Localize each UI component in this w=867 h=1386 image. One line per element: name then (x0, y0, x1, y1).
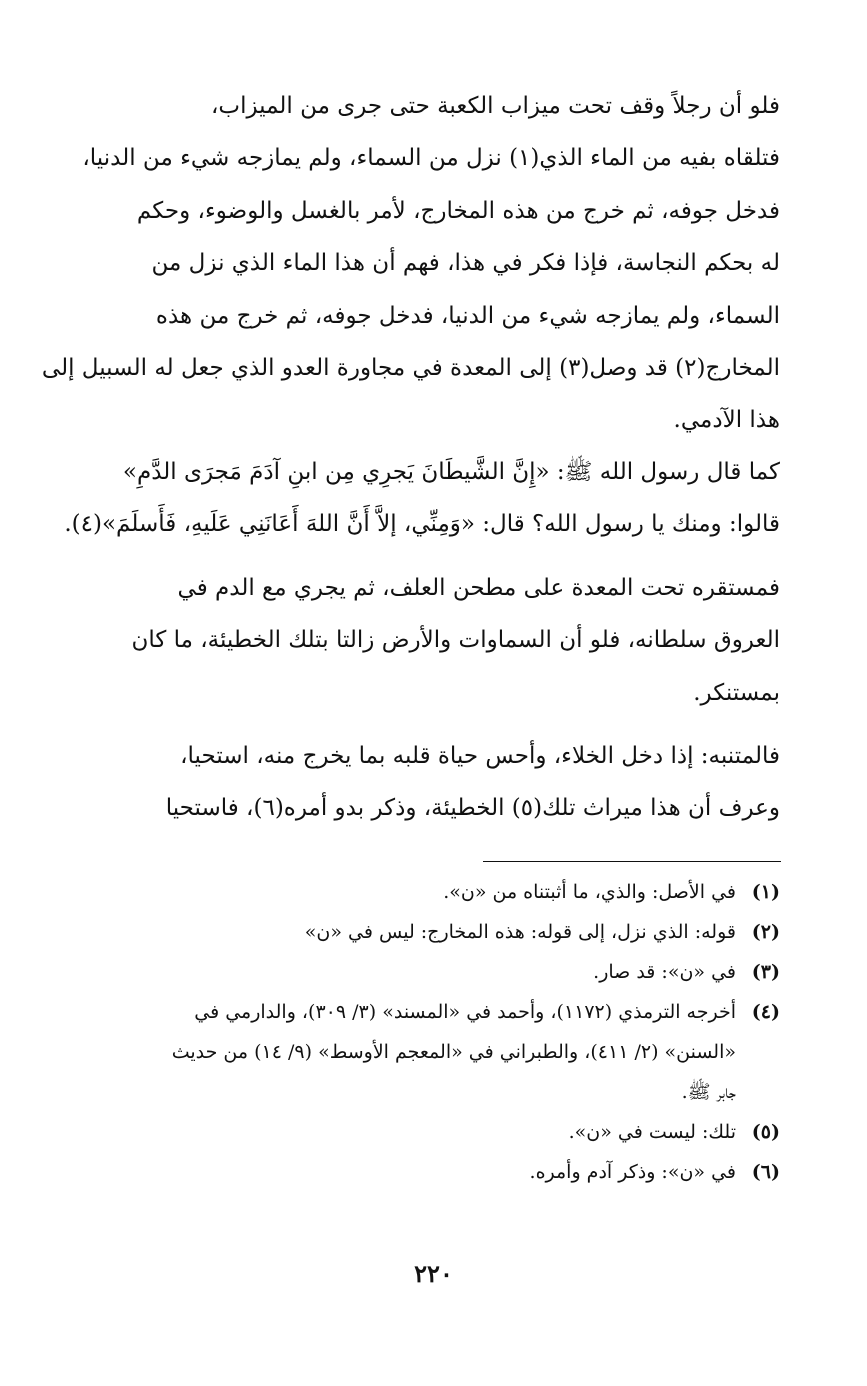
paragraph-1 (41, 80, 780, 447)
footnote-text (68, 952, 736, 992)
footnote-number: (٤) (751, 1001, 780, 1023)
footnote-text (68, 992, 736, 1112)
footnotes (68, 872, 780, 1192)
footnote-line: قوله: الذي نزل، إلى قوله: هذه المخارج: ليس في «ن» (304, 921, 736, 943)
text-line: بمستنكر. (693, 679, 780, 706)
paragraph-3 (68, 562, 780, 719)
text-line: فمستقره تحت المعدة على مطحن العلف، ثم يجري مع الدم في (177, 575, 780, 601)
footnote-line: «السنن» (٢/ ٤١١)، والطبراني في «المعجم الأوسط» (٩/ ١٤) من حديث (171, 1041, 736, 1063)
footnote-number: (٢) (751, 921, 780, 943)
footnote-text (68, 1152, 736, 1192)
footnote-6 (68, 1152, 780, 1192)
footnote-line: جابر ﷺ. (681, 1081, 736, 1103)
text-line: فالمتنبه: إذا دخل الخلاء، وأحس حياة قلبه بما يخرج منه، استحيا، (180, 743, 780, 769)
footnote-5 (68, 1112, 780, 1152)
footnote-line: تلك: ليست في «ن». (568, 1121, 736, 1143)
footnote-number: (٣) (751, 961, 780, 983)
page-number: ٢٢٠ (414, 1259, 453, 1288)
text-line: فتلقاه بفيه من الماء الذي(١) نزل من السماء، ولم يمازجه شيء من الدنيا، (82, 145, 780, 172)
text-line: العروق سلطانه، فلو أن السماوات والأرض زالتا بتلك الخطيئة، ما كان (131, 627, 780, 654)
text-line: هذا الآدمي. (673, 407, 780, 434)
text-line: فلو أن رجلاً وقف تحت ميزاب الكعبة حتى جرى من الميزاب، (211, 93, 780, 119)
footnote-text (68, 912, 736, 952)
text-line: كما قال رسول الله ﷺ: «إِنَّ الشَّيطَانَ يَجرِي مِن ابنِ آدَمَ مَجرَى الدَّمِ» (122, 459, 780, 485)
footnote-number: (١) (751, 881, 780, 903)
text-line: وعرف أن هذا ميراث تلك(٥) الخطيئة، وذكر بدو أمره(٦)، فاستحيا (165, 795, 780, 822)
footnote-3 (68, 952, 780, 992)
text-line: فدخل جوفه، ثم خرج من هذه المخارج، لأمر بالغسل والوضوء، وحكم (136, 197, 780, 224)
footnote-line: في «ن»: وذكر آدم وأمره. (529, 1161, 736, 1183)
paragraph-2-hadith (64, 446, 780, 551)
footnote-4 (68, 992, 780, 1112)
footnote-line: في الأصل: والذي، ما أثبتناه من «ن». (443, 881, 736, 903)
footnote-line: أخرجه الترمذي (١١٧٢)، وأحمد في «المسند» (٣/ ٣٠٩)، والدارمي في (194, 1001, 736, 1023)
footnote-text (68, 872, 736, 912)
text-line: المخارج(٢) قد وصل(٣) إلى المعدة في مجاورة العدو الذي جعل له السبيل إلى (41, 354, 780, 381)
footnote-line: في «ن»: قد صار. (593, 961, 736, 983)
footnote-divider (483, 861, 781, 862)
text-line: السماء، ولم يمازجه شيء من الدنيا، فدخل جوفه، ثم خرج من هذه (155, 302, 780, 329)
text-line: قالوا: ومنك يا رسول الله؟ قال: «وَمِنِّي، إلاَّ أَنَّ اللهَ أَعَانَنِي عَلَيهِ، فَأَسلَمَ»(٤). (64, 511, 780, 538)
text-line: له بحكم النجاسة، فإذا فكر في هذا، فهم أن هذا الماء الذي نزل من (151, 250, 780, 277)
footnote-number: (٦) (751, 1161, 780, 1183)
footnote-1 (68, 872, 780, 912)
paragraph-4 (68, 730, 780, 835)
footnote-number: (٥) (751, 1121, 780, 1143)
footnote-2 (68, 912, 780, 952)
footnote-text (68, 1112, 736, 1152)
